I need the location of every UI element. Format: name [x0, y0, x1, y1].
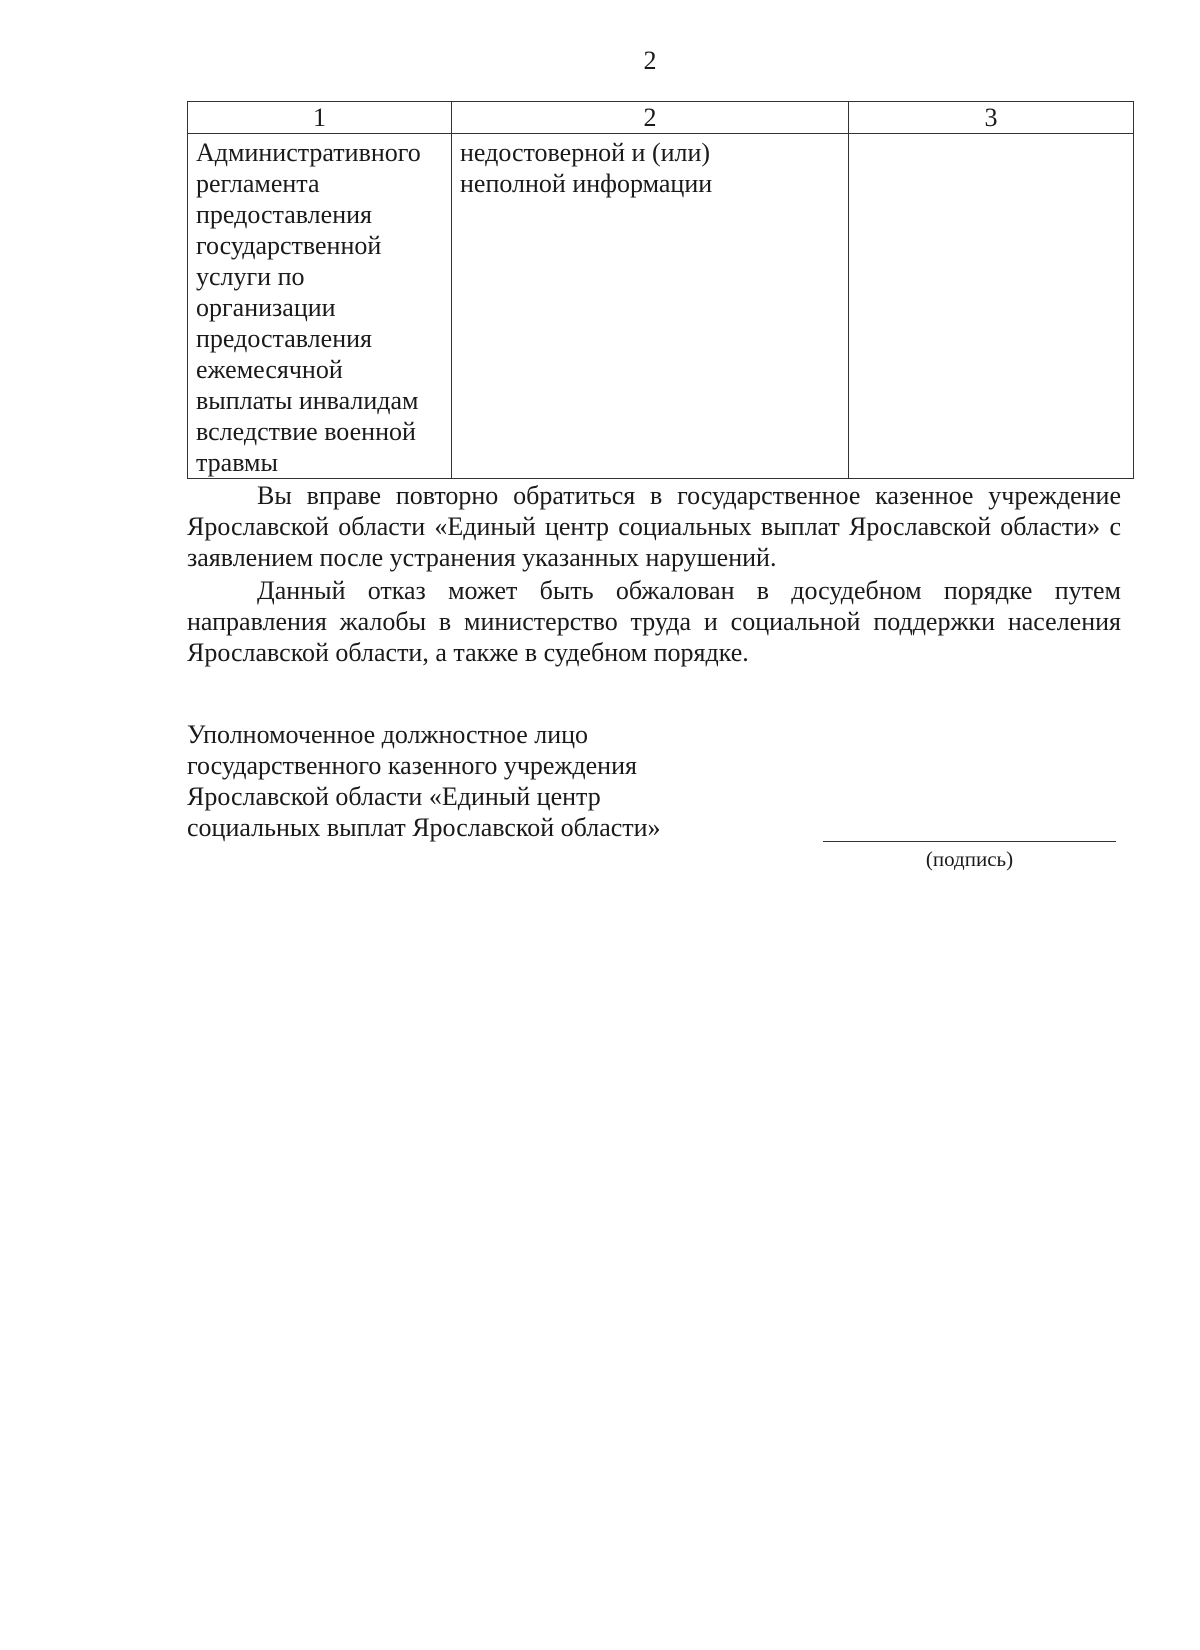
table-cell-text: Административного регламента предоставления государственной услуги по организации предоставления ежемесячной выплаты инвалидам вследствие военной травмы [196, 138, 421, 477]
table-cell-text: недостоверной и (или) неполной информации [460, 138, 713, 198]
table-header-cell-3: 3 [849, 102, 1134, 134]
signature-caption: (подпись) [925, 847, 1014, 871]
paragraph-appeal: Данный отказ может быть обжалован в досудебном порядке путем направления жалобы в министерство труда и социальной поддержки населения Ярославской области, а также в судебном порядке. [187, 576, 1121, 667]
table-cell-col2 [452, 134, 849, 479]
table-cell-col1 [188, 134, 452, 479]
document-table [187, 101, 1134, 479]
signatory-block: Уполномоченное должностное лицо государственного казенного учреждения Ярославской области «Единый центр социальных выплат Ярославской области» [187, 720, 661, 842]
table-header-cell-1: 1 [188, 102, 452, 134]
table-header-cell-2: 2 [452, 102, 849, 134]
paragraph-reapply: Вы вправе повторно обратиться в государственное казенное учреждение Ярославской области «Единый центр социальных выплат Ярославской области» с заявлением после устранения указанных нарушений. [187, 481, 1121, 572]
table-row [188, 134, 1134, 479]
table-header-row [188, 102, 1134, 134]
table-cell-col3 [849, 134, 1134, 479]
page-number: 2 [643, 46, 657, 75]
signature-line [823, 841, 1116, 842]
